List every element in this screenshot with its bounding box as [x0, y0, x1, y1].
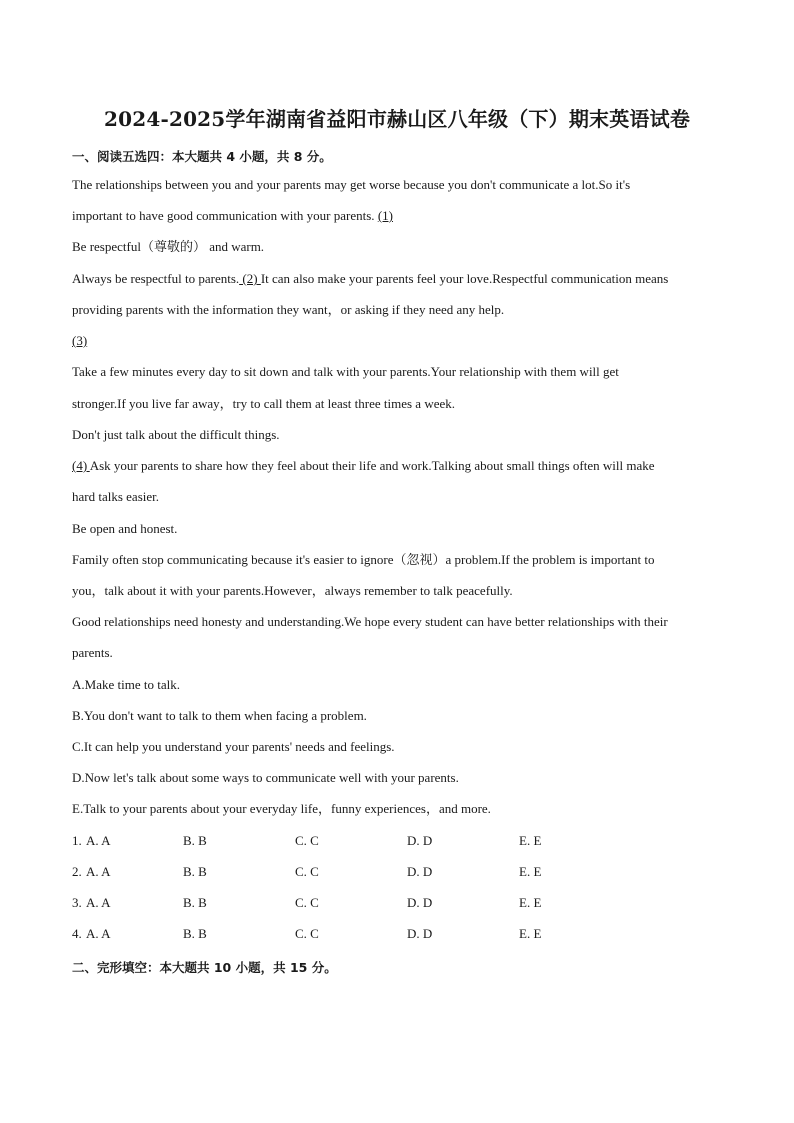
option-e[interactable]: E. E	[519, 864, 542, 879]
passage-line: Be respectful（尊敬的） and warm.	[72, 239, 265, 254]
passage-line: Don't just talk about the difficult things.	[72, 427, 280, 442]
passage-line: Good relationships need honesty and understanding.We hope every student can have better relationships with their	[72, 614, 668, 629]
option-d[interactable]: D. D	[407, 833, 433, 848]
section-2-heading: 二、完形填空：本大题共 10 小题，共 15 分。	[72, 960, 337, 975]
option-b[interactable]: B. B	[183, 864, 207, 879]
option-a[interactable]: A. A	[86, 895, 111, 910]
passage-line: Be open and honest.	[72, 521, 178, 536]
option-d[interactable]: D. D	[407, 926, 433, 941]
question-3	[72, 895, 632, 911]
passage-line	[72, 333, 722, 349]
option-d[interactable]: D. D	[407, 895, 433, 910]
option-c[interactable]: C. C	[295, 864, 319, 879]
section-1-heading: 一、阅读五选四：本大题共 4 小题，共 8 分。	[72, 149, 332, 164]
passage-line: stronger.If you live far away，try to call them at least three times a week.	[72, 396, 455, 411]
option-b[interactable]: B. B	[183, 926, 207, 941]
option-b[interactable]: B. B	[183, 833, 207, 848]
passage-line: you，talk about it with your parents.However，always remember to talk peacefully.	[72, 583, 513, 598]
passage-line: providing parents with the information they want，or asking if they need any help.	[72, 302, 505, 317]
passage-line: The relationships between you and your parents may get worse because you don't communicate a lot.So it's	[72, 177, 631, 192]
blank-4: (4)	[72, 458, 90, 473]
passage-line	[72, 458, 722, 474]
option-a[interactable]: A. A	[86, 864, 111, 879]
option-c[interactable]: C. C	[295, 926, 319, 941]
blank-1: (1)	[377, 208, 393, 223]
passage-text: important to have good communication with your parents.	[72, 208, 378, 223]
passage-line: Take a few minutes every day to sit down and talk with your parents.Your relationship with them will get	[72, 364, 619, 379]
option-c[interactable]: C. C	[295, 833, 319, 848]
passage-line	[72, 208, 722, 224]
blank-2: (2)	[239, 271, 261, 286]
choice-b: B.You don't want to talk to them when facing a problem.	[72, 708, 367, 723]
choice-d: D.Now let's talk about some ways to communicate well with your parents.	[72, 770, 459, 785]
question-number: 1.	[72, 833, 82, 848]
passage-line: parents.	[72, 645, 113, 660]
choice-c: C.It can help you understand your parents' needs and feelings.	[72, 739, 395, 754]
question-2	[72, 864, 632, 880]
question-number: 4.	[72, 926, 82, 941]
question-number: 3.	[72, 895, 82, 910]
question-4	[72, 926, 632, 942]
exam-title: 2024-2025学年湖南省益阳市赫山区八年级（下）期末英语试卷	[103, 107, 691, 131]
passage-text: Ask your parents to share how they feel about their life and work.Talking about small things often will make	[89, 458, 655, 473]
passage-text: It can also make your parents feel your love.Respectful communication means	[260, 271, 669, 286]
option-a[interactable]: A. A	[86, 833, 111, 848]
passage-text: Always be respectful to parents.	[72, 271, 240, 286]
question-1	[72, 833, 632, 849]
option-b[interactable]: B. B	[183, 895, 207, 910]
option-e[interactable]: E. E	[519, 895, 542, 910]
passage-line: hard talks easier.	[72, 489, 159, 504]
choice-e: E.Talk to your parents about your everyday life，funny experiences，and more.	[72, 801, 491, 816]
option-d[interactable]: D. D	[407, 864, 433, 879]
question-number: 2.	[72, 864, 82, 879]
passage-line	[72, 271, 722, 287]
option-a[interactable]: A. A	[86, 926, 111, 941]
option-c[interactable]: C. C	[295, 895, 319, 910]
blank-3: (3)	[72, 333, 88, 348]
option-e[interactable]: E. E	[519, 926, 542, 941]
choice-a: A.Make time to talk.	[72, 677, 180, 692]
passage-line: Family often stop communicating because it's easier to ignore（忽视）a problem.If the problem is important to	[72, 552, 655, 567]
option-e[interactable]: E. E	[519, 833, 542, 848]
